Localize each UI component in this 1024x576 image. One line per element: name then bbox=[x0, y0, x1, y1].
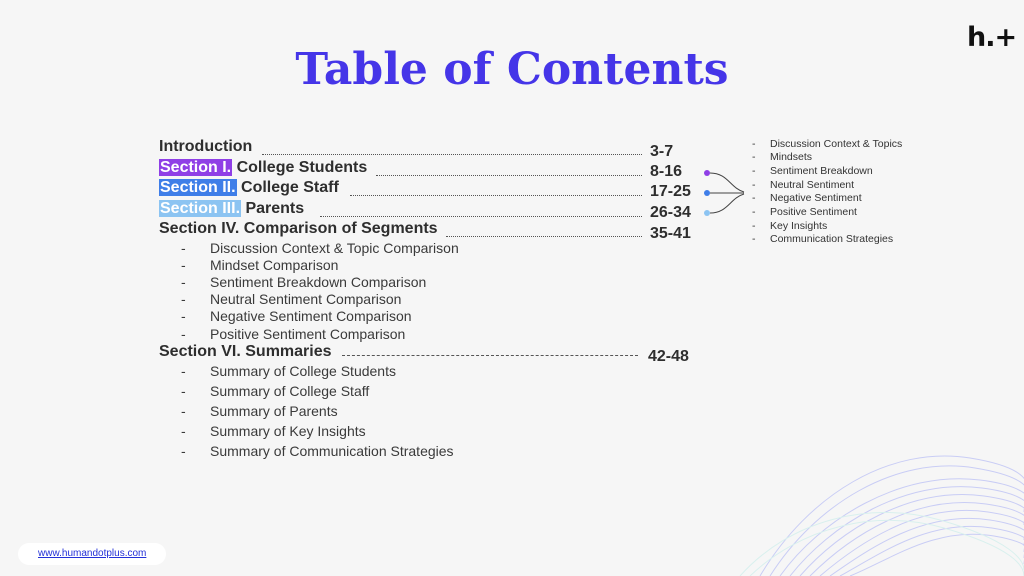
toc-leader bbox=[320, 216, 642, 217]
section-3-dot bbox=[704, 210, 710, 216]
toc-page-range: 17-25 bbox=[650, 183, 691, 200]
toc-entry-section-2[interactable] bbox=[159, 178, 339, 198]
toc-leader bbox=[376, 175, 642, 176]
toc-entry-label: Section IV. Comparison of Segments bbox=[159, 220, 438, 237]
toc-entry-label: College Students bbox=[232, 159, 368, 176]
toc-entry-section-1[interactable] bbox=[159, 158, 367, 178]
brand-logo: h.+ bbox=[967, 22, 1017, 53]
section-1-dot bbox=[704, 170, 710, 176]
toc-page-range: 26-34 bbox=[650, 204, 691, 221]
toc-page-range: 35-41 bbox=[650, 225, 691, 242]
toc-page-range: 8-16 bbox=[650, 163, 683, 180]
toc-leader bbox=[350, 195, 642, 196]
section-1-highlight: Section I. bbox=[160, 159, 232, 176]
subtopic-item: - Sentiment Breakdown bbox=[752, 165, 873, 177]
website-link[interactable]: www.humandotplus.com bbox=[38, 548, 147, 559]
section-3-highlight: Section III. bbox=[160, 200, 241, 217]
subtopic-item: - Mindsets bbox=[752, 151, 813, 163]
toc-entry-label: College Staff bbox=[236, 179, 339, 196]
page-title: Table of Contents bbox=[295, 44, 729, 95]
subtopic-item: - Communication Strategies bbox=[752, 233, 894, 245]
toc-entry-label: Introduction bbox=[159, 138, 253, 155]
toc-entry-label: Parents bbox=[241, 200, 305, 217]
toc-entry-section-3[interactable] bbox=[159, 199, 304, 219]
toc-page-range: 3-7 bbox=[650, 143, 674, 160]
toc-leader bbox=[342, 355, 638, 356]
toc-entry-section-6[interactable] bbox=[159, 342, 332, 362]
toc-entry-introduction[interactable] bbox=[159, 137, 252, 157]
toc-entry-section-4[interactable] bbox=[159, 219, 438, 239]
subtopic-item: - Positive Sentiment bbox=[752, 206, 857, 218]
toc-page-range: 42-48 bbox=[648, 348, 689, 365]
subtopic-item: - Discussion Context & Topics bbox=[752, 138, 903, 150]
subtopic-item: - Negative Sentiment bbox=[752, 192, 862, 204]
subtopic-item: - Neutral Sentiment bbox=[752, 179, 855, 191]
toc-leader bbox=[262, 154, 642, 155]
subtopic-item: - Key Insights bbox=[752, 220, 828, 232]
section-2-highlight: Section II. bbox=[160, 179, 236, 196]
toc-leader bbox=[446, 236, 642, 237]
section-2-dot bbox=[704, 190, 710, 196]
toc-entry-label: Section VI. Summaries bbox=[159, 343, 332, 360]
